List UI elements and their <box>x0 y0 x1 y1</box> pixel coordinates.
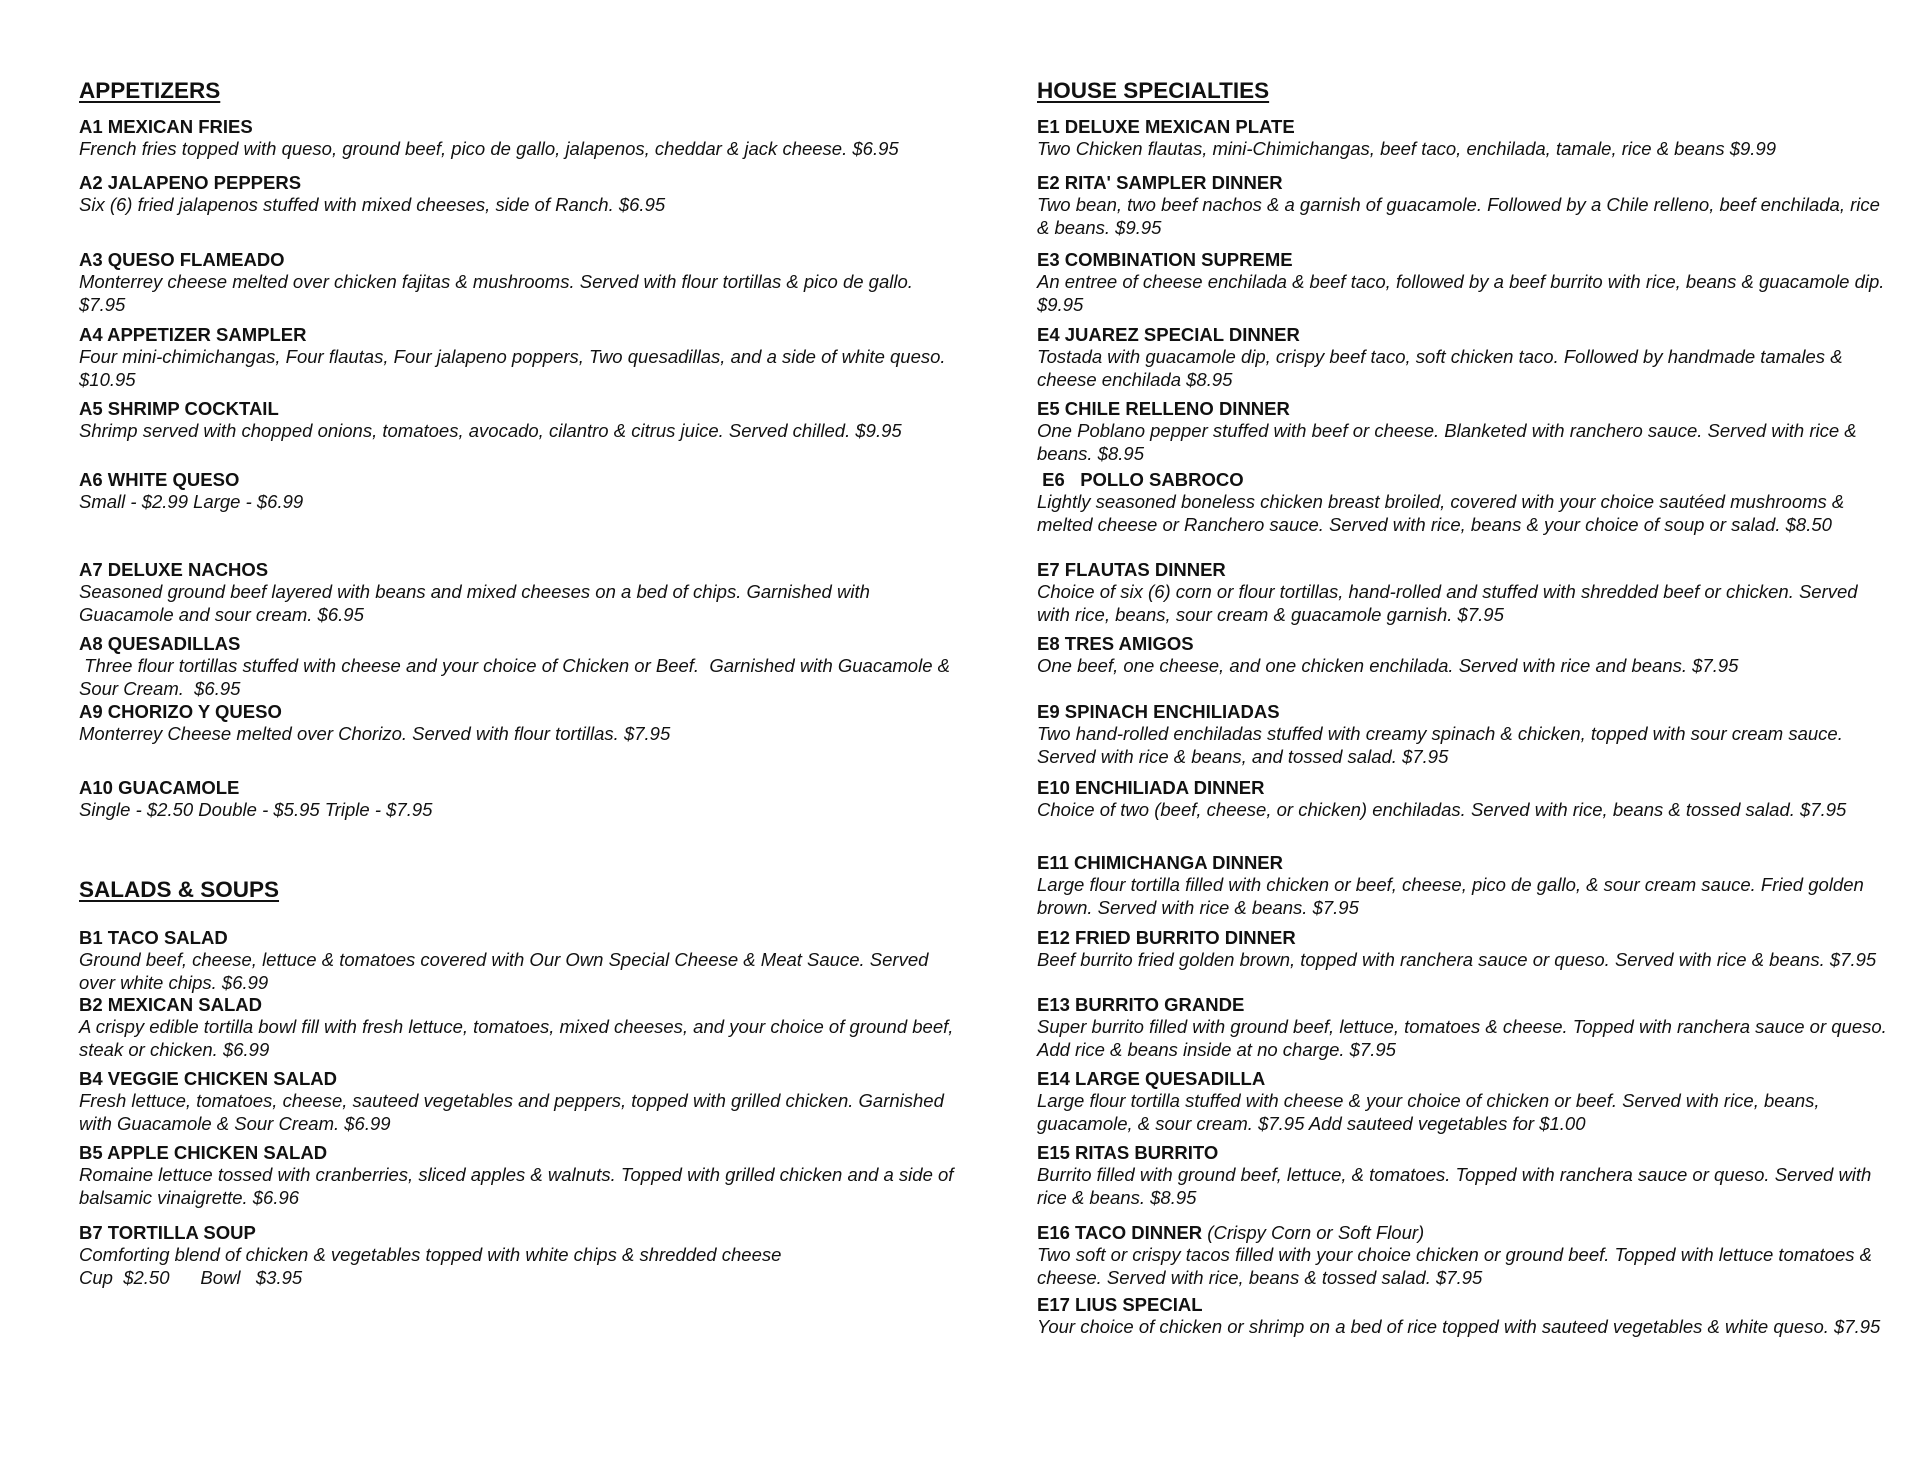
item-title: E13 BURRITO GRANDE <box>1037 994 1245 1015</box>
item-title: A3 QUESO FLAMEADO <box>79 249 285 270</box>
item-title: A5 SHRIMP COCKTAIL <box>79 398 279 419</box>
menu-item-b1 <box>79 927 959 994</box>
item-description: An entree of cheese enchilada & beef taco, followed by a beef burrito with rice, beans & guacamole dip. $9.95 <box>1037 271 1885 315</box>
menu-item-e10 <box>1037 777 1887 822</box>
item-description: Two bean, two beef nachos & a garnish of guacamole. Followed by a Chile relleno, beef enchilada, rice & beans. $9.95 <box>1037 194 1880 238</box>
menu-item-a2 <box>79 172 959 217</box>
item-title: E1 DELUXE MEXICAN PLATE <box>1037 116 1295 137</box>
menu-item-e17 <box>1037 1294 1887 1339</box>
item-title: A9 CHORIZO Y QUESO <box>79 701 282 722</box>
item-description: Tostada with guacamole dip, crispy beef taco, soft chicken taco. Followed by handmade tamales & cheese enchilada $8.95 <box>1037 346 1843 390</box>
item-title: A1 MEXICAN FRIES <box>79 116 253 137</box>
item-description: Monterrey Cheese melted over Chorizo. Served with flour tortillas. $7.95 <box>79 723 671 744</box>
salads-soups-heading: SALADS & SOUPS <box>79 877 280 902</box>
item-title: E8 TRES AMIGOS <box>1037 633 1194 654</box>
item-description: A crispy edible tortilla bowl fill with fresh lettuce, tomatoes, mixed cheeses, and your choice of ground beef, steak or chicken. $6.99 <box>79 1016 954 1060</box>
item-title: E4 JUAREZ SPECIAL DINNER <box>1037 324 1300 345</box>
menu-item-b7 <box>79 1222 959 1289</box>
right-column <box>1037 0 1887 1484</box>
menu-item-a1 <box>79 116 959 161</box>
menu-item-e1 <box>1037 116 1887 161</box>
item-title: A7 DELUXE NACHOS <box>79 559 269 580</box>
item-title: E16 TACO DINNER <box>1037 1222 1203 1243</box>
menu-item-e5 <box>1037 398 1887 465</box>
item-description: Seasoned ground beef layered with beans and mixed cheeses on a bed of chips. Garnished with Guacamole and sour cream. $6.95 <box>79 581 870 625</box>
item-title: E11 CHIMICHANGA DINNER <box>1037 852 1284 873</box>
item-title: E12 FRIED BURRITO DINNER <box>1037 927 1296 948</box>
menu-item-e13 <box>1037 994 1887 1061</box>
item-description: Burrito filled with ground beef, lettuce, & tomatoes. Topped with ranchera sauce or queso. Served with rice & beans. $8.95 <box>1037 1164 1872 1208</box>
item-title: A6 WHITE QUESO <box>79 469 240 490</box>
item-title: B2 MEXICAN SALAD <box>79 994 262 1015</box>
item-title: E5 CHILE RELLENO DINNER <box>1037 398 1290 419</box>
item-description: Ground beef, cheese, lettuce & tomatoes covered with Our Own Special Cheese & Meat Sauce. Served over white chips. $6.99 <box>79 949 929 993</box>
item-title: E7 FLAUTAS DINNER <box>1037 559 1226 580</box>
item-description: Two Chicken flautas, mini-Chimichangas, beef taco, enchilada, tamale, rice & beans $9.99 <box>1037 138 1777 159</box>
menu-item-e9 <box>1037 701 1887 768</box>
menu-item-a10 <box>79 777 959 822</box>
item-title: E9 SPINACH ENCHILIADAS <box>1037 701 1280 722</box>
menu-item-e3 <box>1037 249 1887 316</box>
menu-item-a5 <box>79 398 959 443</box>
menu-item-b2 <box>79 994 959 1061</box>
left-column <box>79 0 959 1484</box>
item-description: Fresh lettuce, tomatoes, cheese, sauteed vegetables and peppers, topped with grilled chicken. Garnished with Guacamole & Sour Cream. $6.99 <box>79 1090 944 1134</box>
menu-item-a9 <box>79 701 959 746</box>
item-title-row <box>1037 1222 1887 1244</box>
item-title: A4 APPETIZER SAMPLER <box>79 324 307 345</box>
menu-item-e2 <box>1037 172 1887 239</box>
item-note: (Crispy Corn or Soft Flour) <box>1207 1222 1425 1243</box>
menu-item-e15 <box>1037 1142 1887 1209</box>
item-prices: Cup $2.50 Bowl $3.95 <box>79 1266 303 1288</box>
item-title: E2 RITA' SAMPLER DINNER <box>1037 172 1283 193</box>
item-description: Four mini-chimichangas, Four flautas, Four jalapeno poppers, Two quesadillas, and a side of white queso. $10.95 <box>79 346 946 390</box>
item-description: Beef burrito fried golden brown, topped with ranchera sauce or queso. Served with rice & beans. $7.95 <box>1037 949 1877 970</box>
menu-item-e12 <box>1037 927 1887 972</box>
item-title: A2 JALAPENO PEPPERS <box>79 172 302 193</box>
item-title: A10 GUACAMOLE <box>79 777 240 798</box>
menu-item-b5 <box>79 1142 959 1209</box>
item-title: E14 LARGE QUESADILLA <box>1037 1068 1266 1089</box>
house-specialties-heading: HOUSE SPECIALTIES <box>1037 78 1270 103</box>
item-title: B4 VEGGIE CHICKEN SALAD <box>79 1068 338 1089</box>
item-description: Your choice of chicken or shrimp on a bed of rice topped with sauteed vegetables & white queso. $7.95 <box>1037 1316 1881 1337</box>
menu-item-a4 <box>79 324 959 391</box>
item-description: One Poblano pepper stuffed with beef or cheese. Blanketed with ranchero sauce. Served with rice & beans. $8.95 <box>1037 420 1857 464</box>
item-description: Two soft or crispy tacos filled with your choice chicken or ground beef. Topped with lettuce tomatoes & cheese. Served with rice, beans & tossed salad. $7.95 <box>1037 1244 1872 1288</box>
menu-item-a8 <box>79 633 959 700</box>
menu-item-e11 <box>1037 852 1887 919</box>
menu-item-a7 <box>79 559 959 626</box>
item-title: B5 APPLE CHICKEN SALAD <box>79 1142 328 1163</box>
item-title: E10 ENCHILIADA DINNER <box>1037 777 1265 798</box>
item-description: Six (6) fried jalapenos stuffed with mixed cheeses, side of Ranch. $6.95 <box>79 194 666 215</box>
item-description: Lightly seasoned boneless chicken breast broiled, covered with your choice sautéed mushrooms & melted cheese or Ranchero sauce. Served with rice, beans & your choice of soup or salad. $8.50 <box>1037 491 1845 535</box>
menu-item-a6 <box>79 469 959 514</box>
menu-item-e16 <box>1037 1222 1887 1289</box>
menu-item-e7 <box>1037 559 1887 626</box>
item-description: Choice of two (beef, cheese, or chicken) enchiladas. Served with rice, beans & tossed salad. $7.95 <box>1037 799 1847 820</box>
appetizers-heading: APPETIZERS <box>79 78 221 103</box>
item-title: E17 LIUS SPECIAL <box>1037 1294 1203 1315</box>
menu-item-a3 <box>79 249 959 316</box>
item-description: French fries topped with queso, ground beef, pico de gallo, jalapenos, cheddar & jack cheese. $6.95 <box>79 138 899 159</box>
item-description: Super burrito filled with ground beef, lettuce, tomatoes & cheese. Topped with ranchera sauce or queso. Add rice & beans inside at no charge. $7.95 <box>1037 1016 1887 1060</box>
item-description: Shrimp served with chopped onions, tomatoes, avocado, cilantro & citrus juice. Served chilled. $9.95 <box>79 420 902 441</box>
item-description: Comforting blend of chicken & vegetables topped with white chips & shredded cheese <box>79 1244 782 1265</box>
item-description: Choice of six (6) corn or flour tortillas, hand-rolled and stuffed with shredded beef or chicken. Served with rice, beans, sour cream & guacamole garnish. $7.95 <box>1037 581 1858 625</box>
item-title: B7 TORTILLA SOUP <box>79 1222 256 1243</box>
item-description: Single - $2.50 Double - $5.95 Triple - $7.95 <box>79 799 433 820</box>
item-description: One beef, one cheese, and one chicken enchilada. Served with rice and beans. $7.95 <box>1037 655 1739 676</box>
item-description: Small - $2.99 Large - $6.99 <box>79 491 304 512</box>
item-description: Three flour tortillas stuffed with cheese and your choice of Chicken or Beef. Garnished with Guacamole & Sour Cream. $6.95 <box>79 655 956 699</box>
item-title: B1 TACO SALAD <box>79 927 228 948</box>
menu-item-e6 <box>1037 469 1887 536</box>
menu-item-e8 <box>1037 633 1887 678</box>
item-description: Monterrey cheese melted over chicken fajitas & mushrooms. Served with flour tortillas & pico de gallo. $7.95 <box>79 271 913 315</box>
item-description: Large flour tortilla filled with chicken or beef, cheese, pico de gallo, & sour cream sauce. Fried golden brown. Served with rice & beans. $7.95 <box>1037 874 1864 918</box>
menu-item-b4 <box>79 1068 959 1135</box>
menu-item-e14 <box>1037 1068 1887 1135</box>
item-title: A8 QUESADILLAS <box>79 633 241 654</box>
item-title: E3 COMBINATION SUPREME <box>1037 249 1293 270</box>
item-title: E15 RITAS BURRITO <box>1037 1142 1219 1163</box>
item-description: Large flour tortilla stuffed with cheese & your choice of chicken or beef. Served with rice, beans, guacamole, & sour cream. $7.95 Add sauteed vegetables for $1.00 <box>1037 1090 1820 1134</box>
item-description: Romaine lettuce tossed with cranberries, sliced apples & walnuts. Topped with grilled chicken and a side of balsamic vinaigrette. $6.96 <box>79 1164 954 1208</box>
item-title: E6 POLLO SABROCO <box>1037 469 1244 490</box>
item-description: Two hand-rolled enchiladas stuffed with creamy spinach & chicken, topped with sour cream sauce. Served with rice & beans, and tossed salad. $7.95 <box>1037 723 1843 767</box>
menu-item-e4 <box>1037 324 1887 391</box>
